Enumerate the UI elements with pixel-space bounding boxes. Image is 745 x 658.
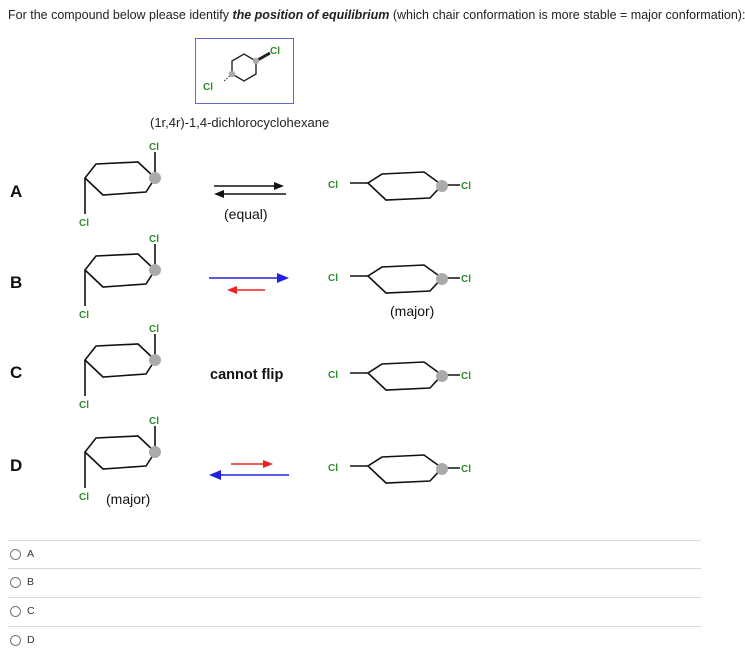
compound-structure-box (195, 38, 294, 104)
radio-button[interactable] (10, 635, 21, 646)
option-label: B (27, 576, 35, 588)
cyclohexane-structure (196, 39, 293, 103)
option-label: C (27, 605, 35, 617)
cl-bottom-label: Cl (203, 82, 213, 93)
cl-label: Cl (461, 464, 471, 475)
cl-label: Cl (149, 324, 159, 335)
radio-button[interactable] (10, 577, 21, 588)
option-d[interactable] (10, 626, 700, 654)
cl-label: Cl (461, 371, 471, 382)
cl-label: Cl (461, 274, 471, 285)
question-prefix: For the compound below please identify (8, 8, 233, 22)
row-label-b: B (10, 273, 23, 292)
compound-name: (1r,4r)-1,4-dichlorocyclohexane (150, 115, 330, 130)
question-text (8, 8, 745, 22)
row-a-middle-text: (equal) (224, 206, 268, 222)
cl-label: Cl (461, 181, 471, 192)
cl-label: Cl (328, 273, 338, 284)
radio-button[interactable] (10, 549, 21, 560)
equilibrium-arrows-b (205, 270, 295, 298)
chair-right-c (320, 355, 490, 405)
cl-label: Cl (149, 234, 159, 245)
option-label: A (27, 548, 35, 560)
question-emphasis: the position of equilibrium (232, 8, 390, 22)
row-c-middle-text: cannot flip (210, 367, 284, 383)
option-label: D (27, 634, 35, 646)
row-label-d: D (10, 456, 23, 475)
equilibrium-arrows-d (205, 456, 295, 484)
row-b-right-note: (major) (390, 303, 435, 319)
cl-label: Cl (79, 492, 89, 503)
option-b[interactable] (10, 568, 700, 596)
chair-left-b (60, 232, 180, 332)
row-label-c: C (10, 363, 23, 382)
chair-left-a (60, 140, 180, 240)
cl-label: Cl (328, 370, 338, 381)
equilibrium-arrows-a (210, 178, 290, 202)
radio-button[interactable] (10, 606, 21, 617)
option-c[interactable] (10, 597, 700, 625)
chair-right-b (320, 258, 490, 308)
row-label-a: A (10, 182, 23, 201)
chair-left-c (60, 322, 180, 422)
cl-label: Cl (149, 416, 159, 427)
cl-label: Cl (79, 218, 89, 229)
cl-top-label: Cl (270, 46, 280, 57)
question-suffix: (which chair conformation is more stable = major conformation): (389, 8, 745, 22)
chair-right-d (320, 448, 490, 498)
option-a[interactable] (10, 540, 700, 568)
row-d-left-note: (major) (106, 491, 151, 507)
cl-label: Cl (328, 463, 338, 474)
chair-right-a (320, 165, 490, 215)
cl-label: Cl (149, 142, 159, 153)
cl-label: Cl (328, 180, 338, 191)
cl-label: Cl (79, 400, 89, 411)
cl-label: Cl (79, 310, 89, 321)
